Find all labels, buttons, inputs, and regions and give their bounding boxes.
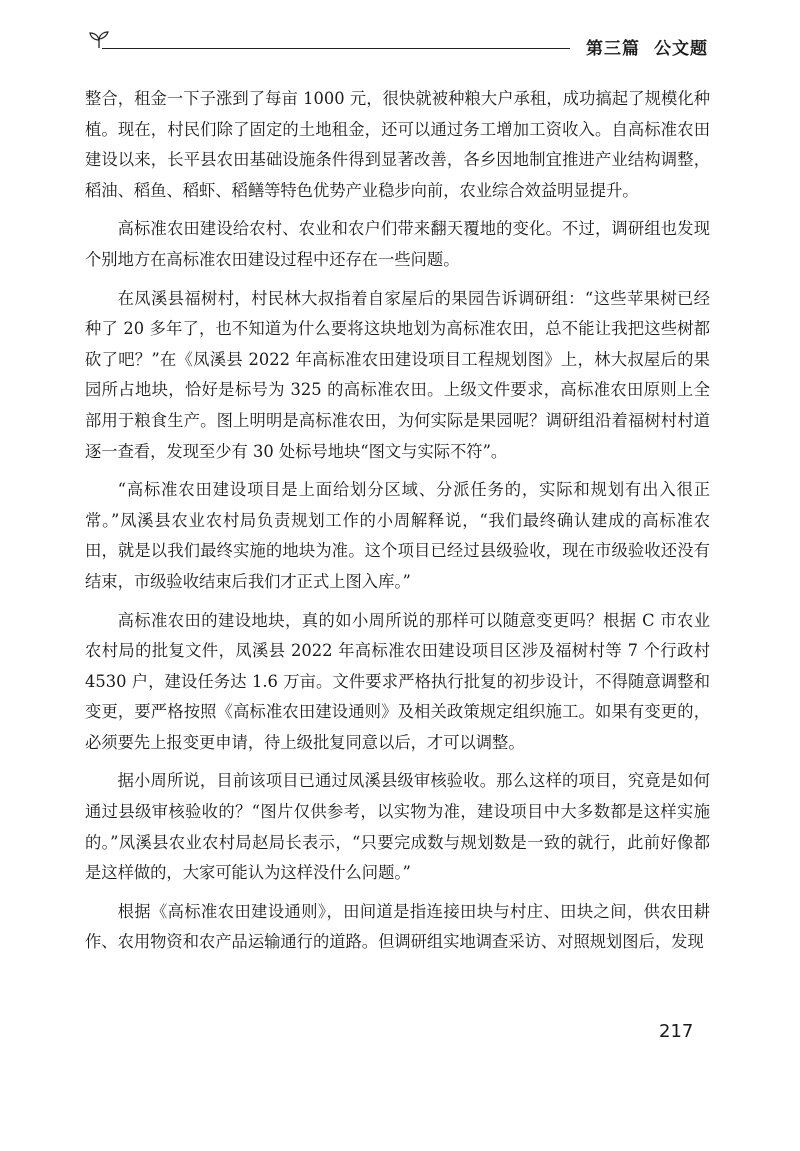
page-number: 217	[659, 1021, 694, 1042]
paragraph: 高标准农田的建设地块，真的如小周所说的那样可以随意变更吗？根据 C 市农业农村局的批复文件，凤溪县 2022 年高标准农田建设项目区涉及福树村等 7 个行政村 4530 户，建设任务达 1.6 万亩。文件要求严格执行批复的初步设计，不得随意调整和变更，要严格按照《高标准农田建设通则》及相关政策规定组织施工。如果有变更的，必须要先上报变更申请，待上级批复同意以后，才可以调整。	[85, 610, 710, 752]
header-divider	[102, 48, 570, 49]
chapter-label: 第三篇	[586, 39, 640, 59]
paragraph: 据小周所说，目前该项目已通过凤溪县级审核验收。那么这样的项目，究竟是如何通过县级审核验收的？“图片仅供参考，以实物为准，建设项目中大多数都是这样实施的。”凤溪县农业农村局赵局长表示，“只要完成数与规划数是一致的就行，此前好像都是这样做的，大家可能认为这样没什么问题。”	[85, 771, 710, 883]
paragraph: 高标准农田建设给农村、农业和农户们带来翻天覆地的变化。不过，调研组也发现个别地方在高标准农田建设过程中还存在一些问题。	[85, 219, 710, 269]
paragraph: “高标准农田建设项目是上面给划分区域、分派任务的，实际和规划有出入很正常。”凤溪县农业农村局负责规划工作的小周解释说，“我们最终确认建成的高标准农田，就是以我们最终实施的地块为准。这个项目已经过县级验收，现在市级验收还没有结束，市级验收结束后我们才正式上图入库。”	[85, 480, 710, 591]
paragraph: 在凤溪县福树村，村民林大叔指着自家屋后的果园告诉调研组：“这些苹果树已经种了 20 多年了，也不知道为什么要将这块地划为高标准农田，总不能让我把这些树都砍了吧？”在《凤溪县 2022 年高标准农田建设项目工程规划图》上，林大叔屋后的果园所占地块，恰好是标号为 325 的高标准农田。上级文件要求，高标准农田原则上全部用于粮食生产。图上明明是高标准农田，为何实际是果园呢？调研组沿着福树村村道逐一查看，发现至少有 30 处标号地块“图文与实际不符”。	[85, 288, 710, 461]
running-head	[586, 34, 708, 59]
body-text	[85, 84, 710, 966]
paragraph: 根据《高标准农田建设通则》，田间道是指连接田块与村庄、田块之间，供农田耕作、农用物资和农产品运输通行的道路。但调研组实地调查采访、对照规划图后，发现	[85, 901, 710, 952]
section-label: 公文题	[654, 39, 708, 59]
paragraph-continued: 整合，租金一下子涨到了每亩 1000 元，很快就被种粮大户承租，成功搞起了规模化种植。现在，村民们除了固定的土地租金，还可以通过务工增加工资收入。自高标准农田建设以来，长平县农田基础设施条件得到显著改善，各乡因地制宜推进产业结构调整，稻油、稻鱼、稻虾、稻鳝等特色优势产业稳步向前，农业综合效益明显提升。	[85, 89, 710, 200]
leaf-sprout-icon	[88, 28, 110, 50]
page-header	[88, 28, 708, 58]
